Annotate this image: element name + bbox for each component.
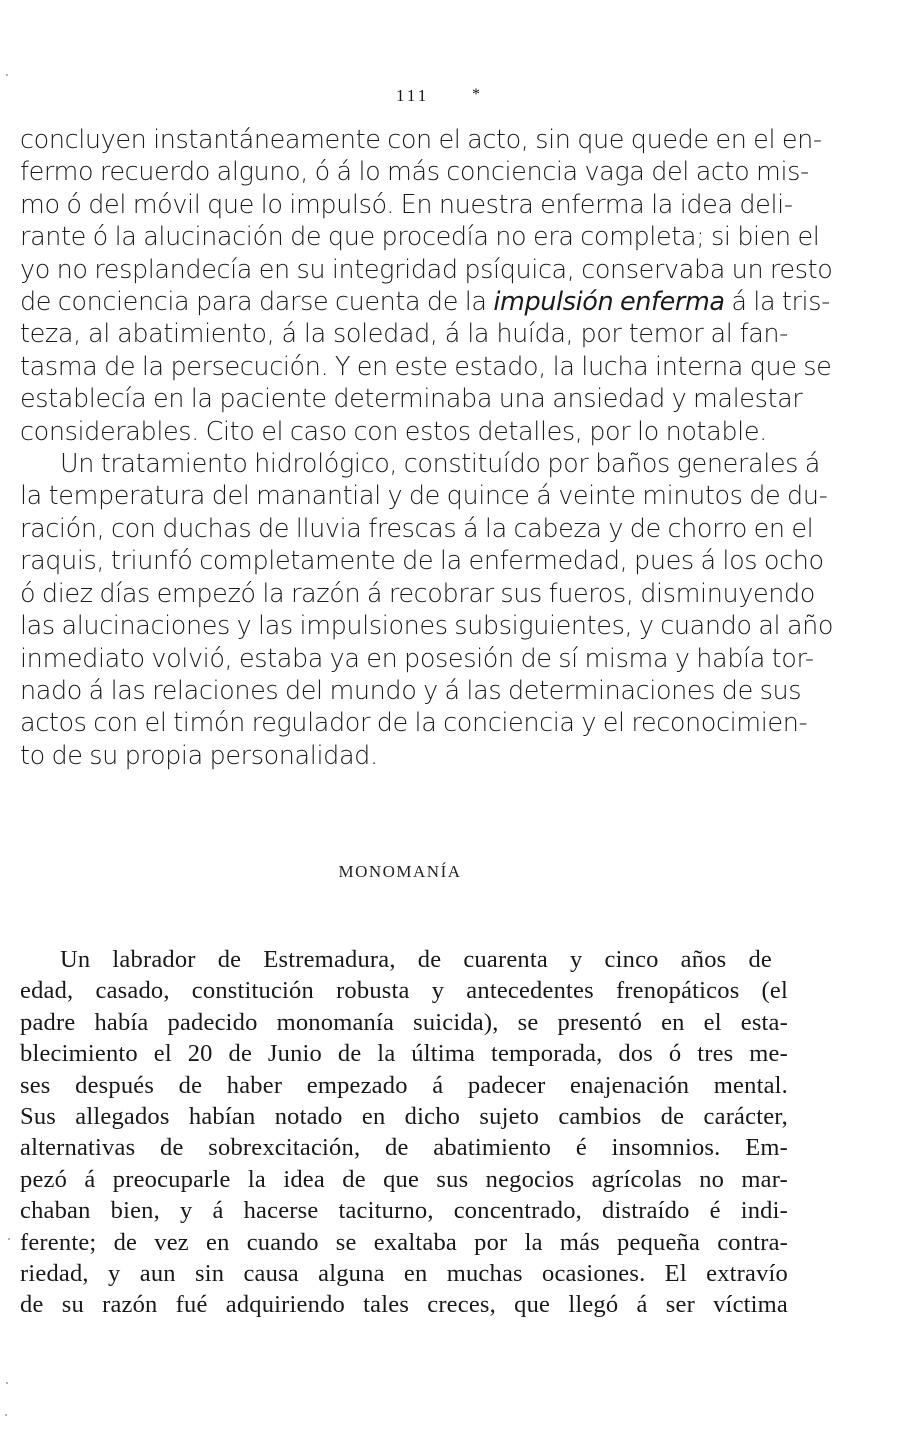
text-line: concluyen instantáneamente con el acto, sin que quede en el en-	[20, 125, 822, 155]
text-line: Un labrador de Estremadura, de cuarenta y cinco años de	[60, 946, 772, 973]
section-heading: MONOMANÍA	[338, 862, 462, 881]
text-line: blecimiento el 20 de Junio de la última temporada, dos ó tres me-	[20, 1040, 788, 1068]
text-line: ferente; de vez en cuando se exaltaba por la más pequeña contra-	[20, 1228, 788, 1256]
text-line: yo no resplandecía en su integridad psíquica, conservaba un resto	[20, 254, 833, 285]
emphasized-phrase: impulsión enferma	[493, 287, 725, 318]
page-mark: *	[472, 86, 480, 103]
text-segment: á la tris-	[731, 287, 830, 318]
text-line-with-emphasis	[20, 286, 830, 318]
text-line: padre había padecido monomanía suicida), se presentó en el esta-	[20, 1008, 788, 1036]
text-line: chaban bien, y á hacerse taciturno, concentrado, distraído é indi-	[20, 1197, 788, 1225]
text-line: de su razón fué adquiriendo tales creces, que llegó á ser víctima	[20, 1291, 788, 1319]
paragraph-case-description	[20, 944, 788, 1321]
text-line: rante ó la alucinación de que procedía no era completa; si bien el	[20, 222, 820, 253]
text-line: ses después de haber empezado á padecer enajenación mental.	[20, 1071, 788, 1099]
paragraph-treatment	[20, 448, 834, 772]
text-line: establecía en la paciente determinaba una ansiedad y malestar	[20, 384, 803, 415]
text-line: nado á las relaciones del mundo y á las determinaciones de sus	[20, 675, 802, 706]
text-line: ración, con duchas de lluvia frescas á la cabeza y de chorro en el	[20, 513, 814, 544]
text-line: inmediato volvió, estaba ya en posesión de sí misma y había tor-	[20, 643, 814, 674]
scan-speck	[5, 1414, 7, 1416]
text-block-lower	[20, 944, 788, 1321]
text-line: las alucinaciones y las impulsiones subsiguientes, y cuando al año	[20, 611, 834, 642]
text-line: alternativas de sobrexcitación, de abatimiento é insomnios. Em-	[20, 1134, 788, 1162]
text-line: raquis, triunfó completamente de la enfermedad, pues á los ocho	[20, 546, 824, 577]
text-line: ó diez días empezó la razón á recobrar sus fueros, disminuyendo	[20, 578, 815, 609]
text-line: edad, casado, constitución robusta y antecedentes frenopáticos (el	[20, 977, 788, 1005]
text-line: la temperatura del manantial y de quince á veinte minutos de du-	[20, 481, 828, 512]
text-line: Un tratamiento hidrológico, constituído por baños generales á	[60, 449, 820, 480]
text-line: pezó á preocuparle la idea de que sus negocios agrícolas no mar-	[20, 1165, 788, 1193]
text-block-upper	[20, 124, 834, 772]
text-line: Sus allegados habían notado en dicho sujeto cambios de carácter,	[20, 1103, 788, 1131]
text-line: riedad, y aun sin causa alguna en muchas ocasiones. El extravío	[20, 1260, 788, 1288]
paragraph-continued	[20, 124, 833, 448]
text-line: to de su propia personalidad.	[20, 740, 378, 771]
page-number: 111	[396, 86, 430, 105]
scan-speck	[8, 1238, 10, 1240]
text-line: mo ó del móvil que lo impulsó. En nuestra enferma la idea deli-	[20, 189, 793, 220]
text-segment: de conciencia para darse cuenta de la	[20, 287, 487, 318]
scan-speck	[6, 1382, 8, 1384]
text-line: actos con el timón regulador de la conciencia y el reconocimien-	[20, 708, 808, 739]
text-line: teza, al abatimiento, á la soledad, á la huída, por temor al fan-	[20, 319, 788, 350]
text-line: fermo recuerdo alguno, ó á lo más conciencia vaga del acto mis-	[20, 157, 809, 188]
scan-speck	[6, 74, 8, 76]
text-line: considerables. Cito el caso con estos detalles, por lo notable.	[20, 416, 767, 447]
text-line: tasma de la persecución. Y en este estado, la lucha interna que se	[20, 351, 832, 382]
